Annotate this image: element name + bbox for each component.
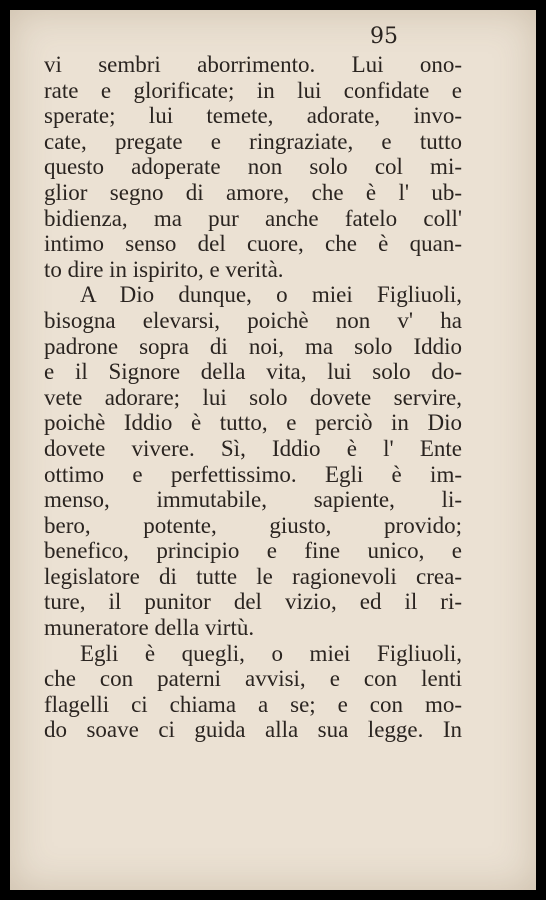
text-line: Egli è quegli, o miei Figliuoli, <box>80 640 462 666</box>
text-line: muneratore della virtù. <box>44 615 255 641</box>
book-page <box>10 10 536 890</box>
text-line: do soave ci guida alla sua legge. In <box>44 717 462 743</box>
text-line: flagelli ci chiama a se; e con mo- <box>44 691 462 717</box>
text-line: sperate; lui temete, adorate, invo- <box>44 103 462 129</box>
page-number: 95 <box>370 24 398 49</box>
text-line: vete adorare; lui solo dovete servire, <box>44 384 462 410</box>
paragraph <box>44 52 462 282</box>
paragraph <box>44 641 462 743</box>
text-line: che con paterni avvisi, e con lenti <box>44 666 462 692</box>
text-line: benefico, principio e fine unico, e <box>44 538 462 564</box>
text-line: intimo senso del cuore, che è quan- <box>44 231 462 257</box>
text-line: questo adoperate non solo col mi- <box>44 154 462 180</box>
text-line: vi sembri aborrimento. Lui ono- <box>44 52 462 77</box>
body-text <box>44 52 462 743</box>
text-line: A Dio dunque, o miei Figliuoli, <box>80 282 462 308</box>
text-line: menso, immutabile, sapiente, li- <box>44 487 462 513</box>
text-line: dovete vivere. Sì, Iddio è l' Ente <box>44 435 462 461</box>
text-line: padrone sopra di noi, ma solo Iddio <box>44 333 462 359</box>
text-line: cate, pregate e ringraziate, e tutto <box>44 128 462 154</box>
text-line: poichè Iddio è tutto, e perciò in Dio <box>44 410 462 436</box>
text-line: bero, potente, giusto, provido; <box>44 512 462 538</box>
text-line: bisogna elevarsi, poichè non v' ha <box>44 307 462 333</box>
text-line: legislatore di tutte le ragionevoli crea- <box>44 563 462 589</box>
text-line: bidienza, ma pur anche fatelo coll' <box>44 205 462 231</box>
text-line: glior segno di amore, che è l' ub- <box>44 179 462 205</box>
text-line: ture, il punitor del vizio, ed il ri- <box>44 589 462 615</box>
text-line: ottimo e perfettissimo. Egli è im- <box>44 461 462 487</box>
text-line: e il Signore della vita, lui solo do- <box>44 359 462 385</box>
text-line: rate e glorificate; in lui confidate e <box>44 77 462 103</box>
text-line: to dire in ispirito, e verità. <box>44 256 284 282</box>
paragraph <box>44 282 462 640</box>
